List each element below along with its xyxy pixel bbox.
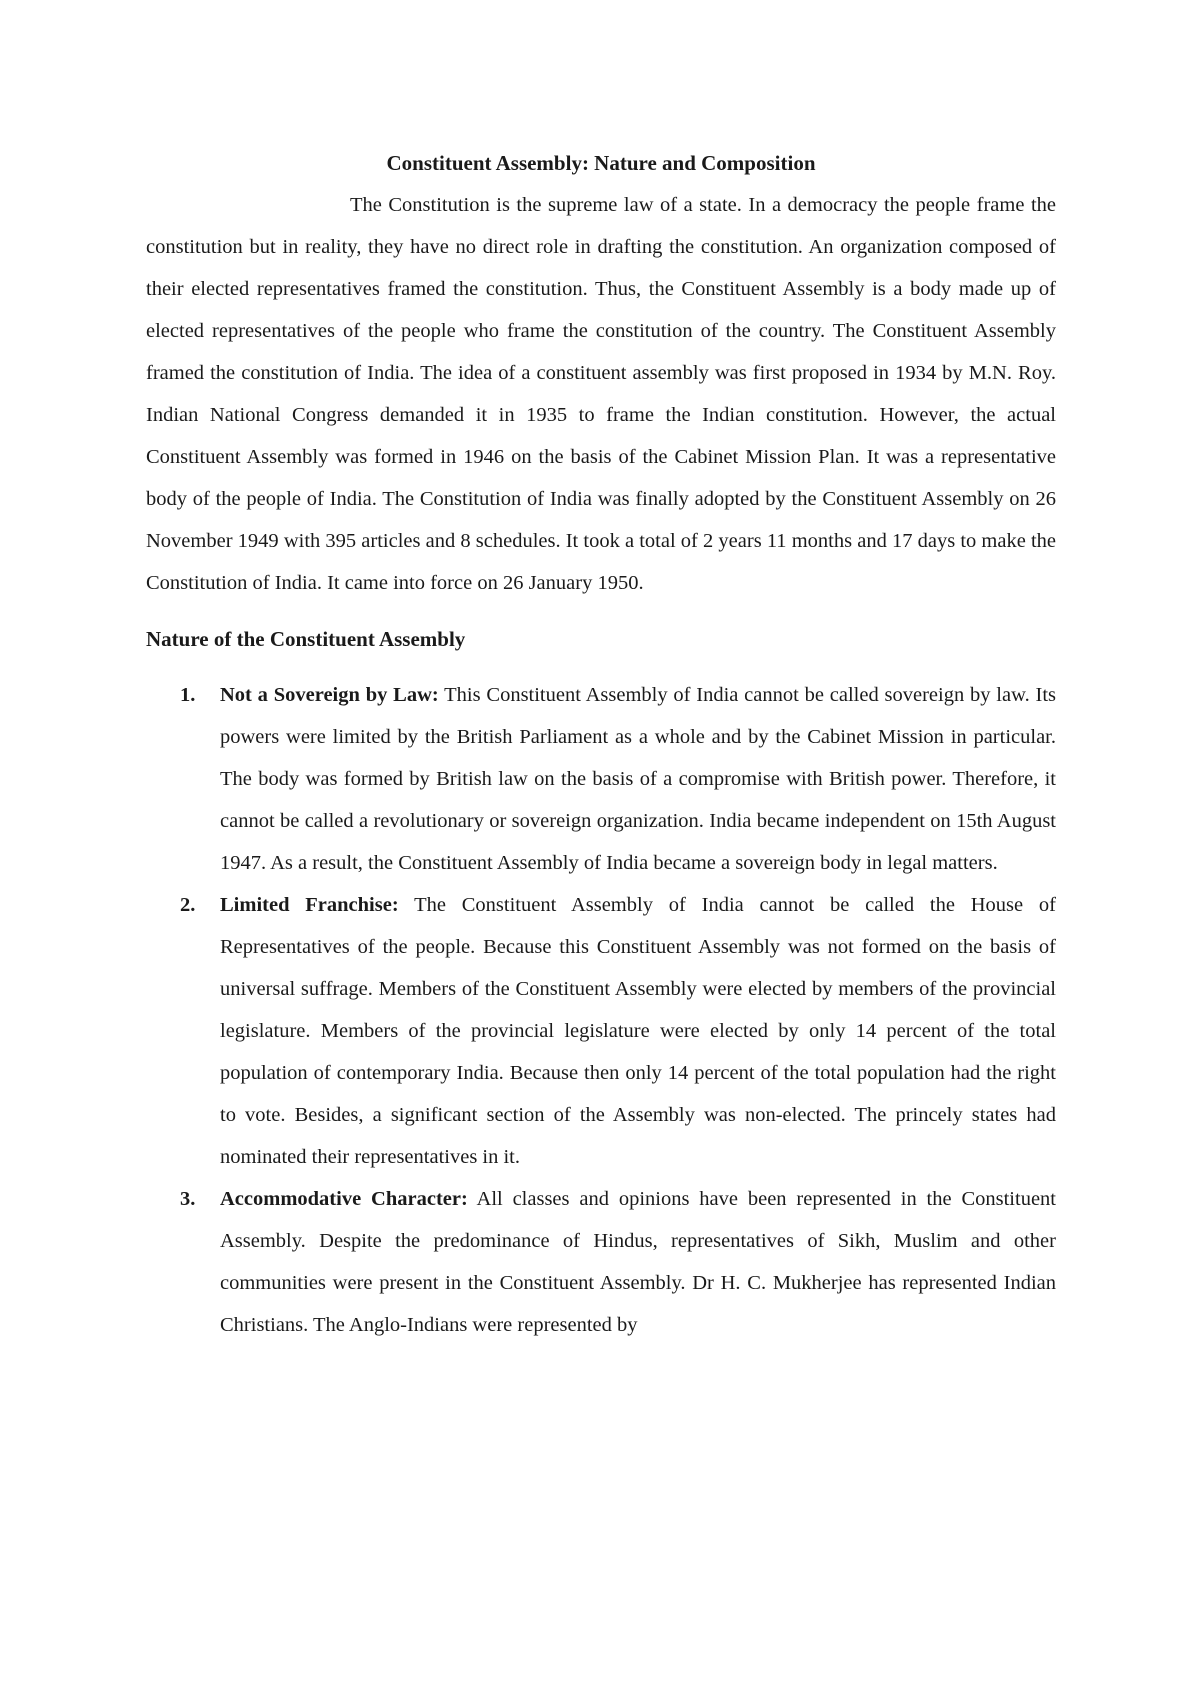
list-item [146, 884, 1056, 1178]
list-item-number: 3. [180, 1188, 196, 1210]
list-item [146, 1178, 1056, 1346]
section-heading: Nature of the Constituent Assembly [146, 627, 466, 651]
document-title: Constituent Assembly: Nature and Composition [386, 151, 816, 175]
list-item [146, 674, 1056, 884]
nature-list [146, 674, 1056, 1346]
list-item-term: Limited Franchise: [220, 894, 399, 916]
intro-paragraph: The Constitution is the supreme law of a state. In a democracy the people frame the constitution but in reality, they have no direct role in drafting the constitution. An organization composed of their elected representatives framed the constitution. Thus, the Constituent Assembly is a body made up of elected representatives of the people who frame the constitution of the country. The Constituent Assembly framed the constitution of India. The idea of a constituent assembly was first proposed in 1934 by M.N. Roy. Indian National Congress demanded it in 1935 to frame the Indian constitution. However, the actual Constituent Assembly was formed in 1946 on the basis of the Cabinet Mission Plan. It was a representative body of the people of India. The Constitution of India was finally adopted by the Constituent Assembly on 26 November 1949 with 395 articles and 8 schedules. It took a total of 2 years 11 months and 17 days to make the Constitution of India. It came into force on 26 January 1950. [146, 194, 1056, 594]
list-item-text: This Constituent Assembly of India cannot be called sovereign by law. Its powers were limited by the British Parliament as a whole and by the Cabinet Mission in particular. The body was formed by British law on the basis of a compromise with British power. Therefore, it cannot be called a revolutionary or sovereign organization. India became independent on 15th August 1947. As a result, the Constituent Assembly of India became a sovereign body in legal matters. [220, 684, 1056, 874]
list-item-text: The Constituent Assembly of India cannot be called the House of Representatives of the people. Because this Constituent Assembly was not formed on the basis of universal suffrage. Members of the Constituent Assembly were elected by members of the provincial legislature. Members of the provincial legislature were elected by only 14 percent of the total population of contemporary India. Because then only 14 percent of the total population had the right to vote. Besides, a significant section of the Assembly was non-elected. The princely states had nominated their representatives in it. [220, 894, 1056, 1168]
list-item-number: 2. [180, 894, 196, 916]
document-page [146, 142, 1056, 1346]
list-item-term: Accommodative Character: [220, 1188, 468, 1210]
list-item-text: All classes and opinions have been represented in the Constituent Assembly. Despite the predominance of Hindus, representatives of Sikh, Muslim and other communities were present in the Constituent Assembly. Dr H. C. Mukherjee has represented Indian Christians. The Anglo-Indians were represented by [220, 1188, 1056, 1336]
list-item-term: Not a Sovereign by Law: [220, 684, 439, 706]
list-item-number: 1. [180, 684, 196, 706]
